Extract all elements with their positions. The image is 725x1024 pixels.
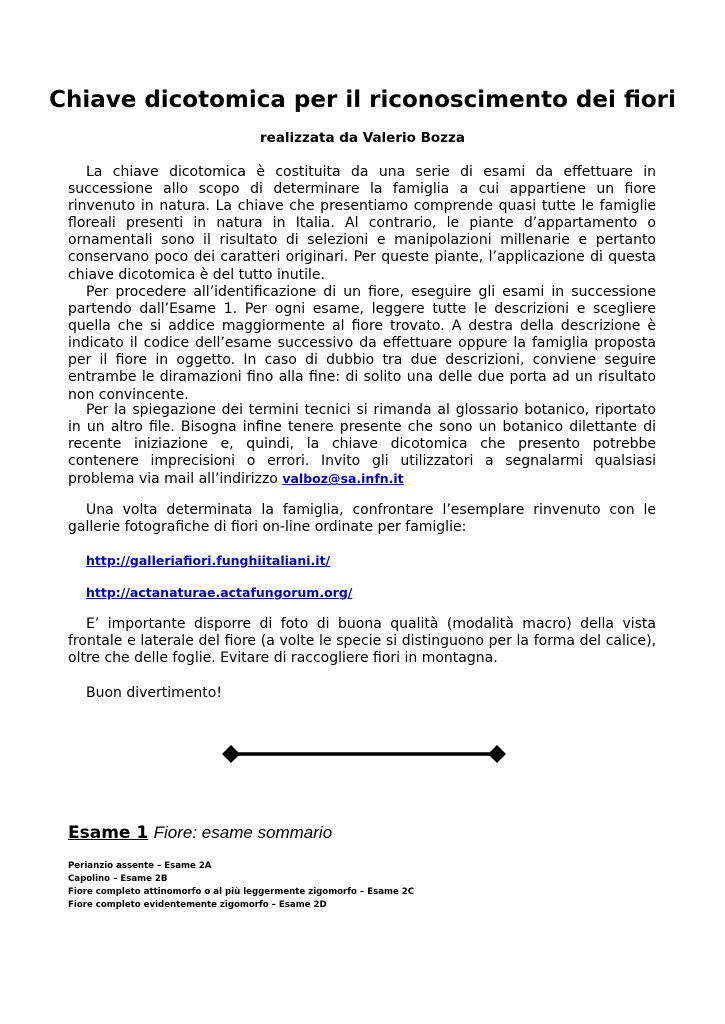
- divider-left-diamond: [222, 745, 240, 763]
- photo-advice-paragraph: E’ importante disporre di foto di buona qualità (modalità macro) della vista frontale e laterale del fiore (a volte le specie si distinguono per la forma del calice), oltre che delle foglie. Evitare di raccogliere fiori in montagna.: [68, 616, 656, 667]
- exam-1-heading: [68, 822, 332, 844]
- exam-option: Perianzio assente – Esame 2A: [68, 861, 212, 871]
- page-title: Chiave dicotomica per il riconoscimento dei fiori: [49, 87, 676, 113]
- closing-paragraph: Buon divertimento!: [86, 685, 222, 701]
- procedure-paragraph: Per procedere all’identificazione di un fiore, eseguire gli esami in successione partendo dall’Esame 1. Per ogni esame, leggere tutte le descrizioni e scegliere quella che si addice maggiormente al fiore trovato. A destra della descrizione è indicato il codice dell’esame successivo da effettuare oppure la famiglia proposta per il fiore in oggetto. In caso di dubbio tra due descrizioni, conviene seguire entrambe le diramazioni fino alla fine: di solito una delle due porta ad un risultato non convincente.: [68, 284, 656, 403]
- gallery-link-2-wrap: [86, 584, 352, 601]
- exam-option: Capolino – Esame 2B: [68, 874, 168, 884]
- exam-1-subtitle: Fiore: esame sommario: [153, 823, 333, 842]
- gallery-link-actafungorum[interactable]: http://actanaturae.actafungorum.org/: [86, 585, 353, 600]
- gallery-link-1-wrap: [86, 552, 330, 569]
- glossary-paragraph: [68, 402, 656, 488]
- exam-1-options: [68, 860, 414, 912]
- exam-option: Fiore completo evidentemente zigomorfo – Esame 2D: [68, 900, 327, 910]
- exam-option: Fiore completo attinomorfo o al più leggermente zigomorfo – Esame 2C: [68, 887, 415, 897]
- galleries-paragraph: Una volta determinata la famiglia, confrontare l’esemplare rinvenuto con le gallerie fotografiche di fiori on-line ordinate per famiglie:: [68, 502, 656, 536]
- intro-paragraph: La chiave dicotomica è costituita da una serie di esami da effettuare in successione allo scopo di determinare la famiglia a cui appartiene un fiore rinvenuto in natura. La chiave che presentiamo comprende quasi tutte le famiglie floreali presenti in natura in Italia. Al contrario, le piante d’appartamento o ornamentali sono il risultato di selezioni e manipolazioni millenarie e pertanto conservano poco dei caratteri originari. Per queste piante, l’applicazione di questa chiave dicotomica è del tutto inutile.: [68, 164, 656, 283]
- ornamental-divider: [222, 744, 506, 764]
- author-subtitle: realizzata da Valerio Bozza: [260, 130, 465, 146]
- exam-1-number: Esame 1: [68, 823, 149, 843]
- email-link[interactable]: valboz@sa.infn.it: [282, 471, 404, 487]
- glossary-text: Per la spiegazione dei termini tecnici si rimanda al glossario botanico, riportato in un altro file. Bisogna infine tenere presente che sono un botanico dilettante di recente iniziazione e, quindi, la chiave dicotomica che presento potrebbe contenere imprecisioni o errori. Invito gli utilizzatori a segnalarmi qualsiasi problema via mail all’indirizzo: [68, 402, 656, 488]
- gallery-link-funghiitaliani[interactable]: http://galleriafiori.funghiitaliani.it/: [86, 553, 331, 568]
- divider-right-diamond: [488, 745, 506, 763]
